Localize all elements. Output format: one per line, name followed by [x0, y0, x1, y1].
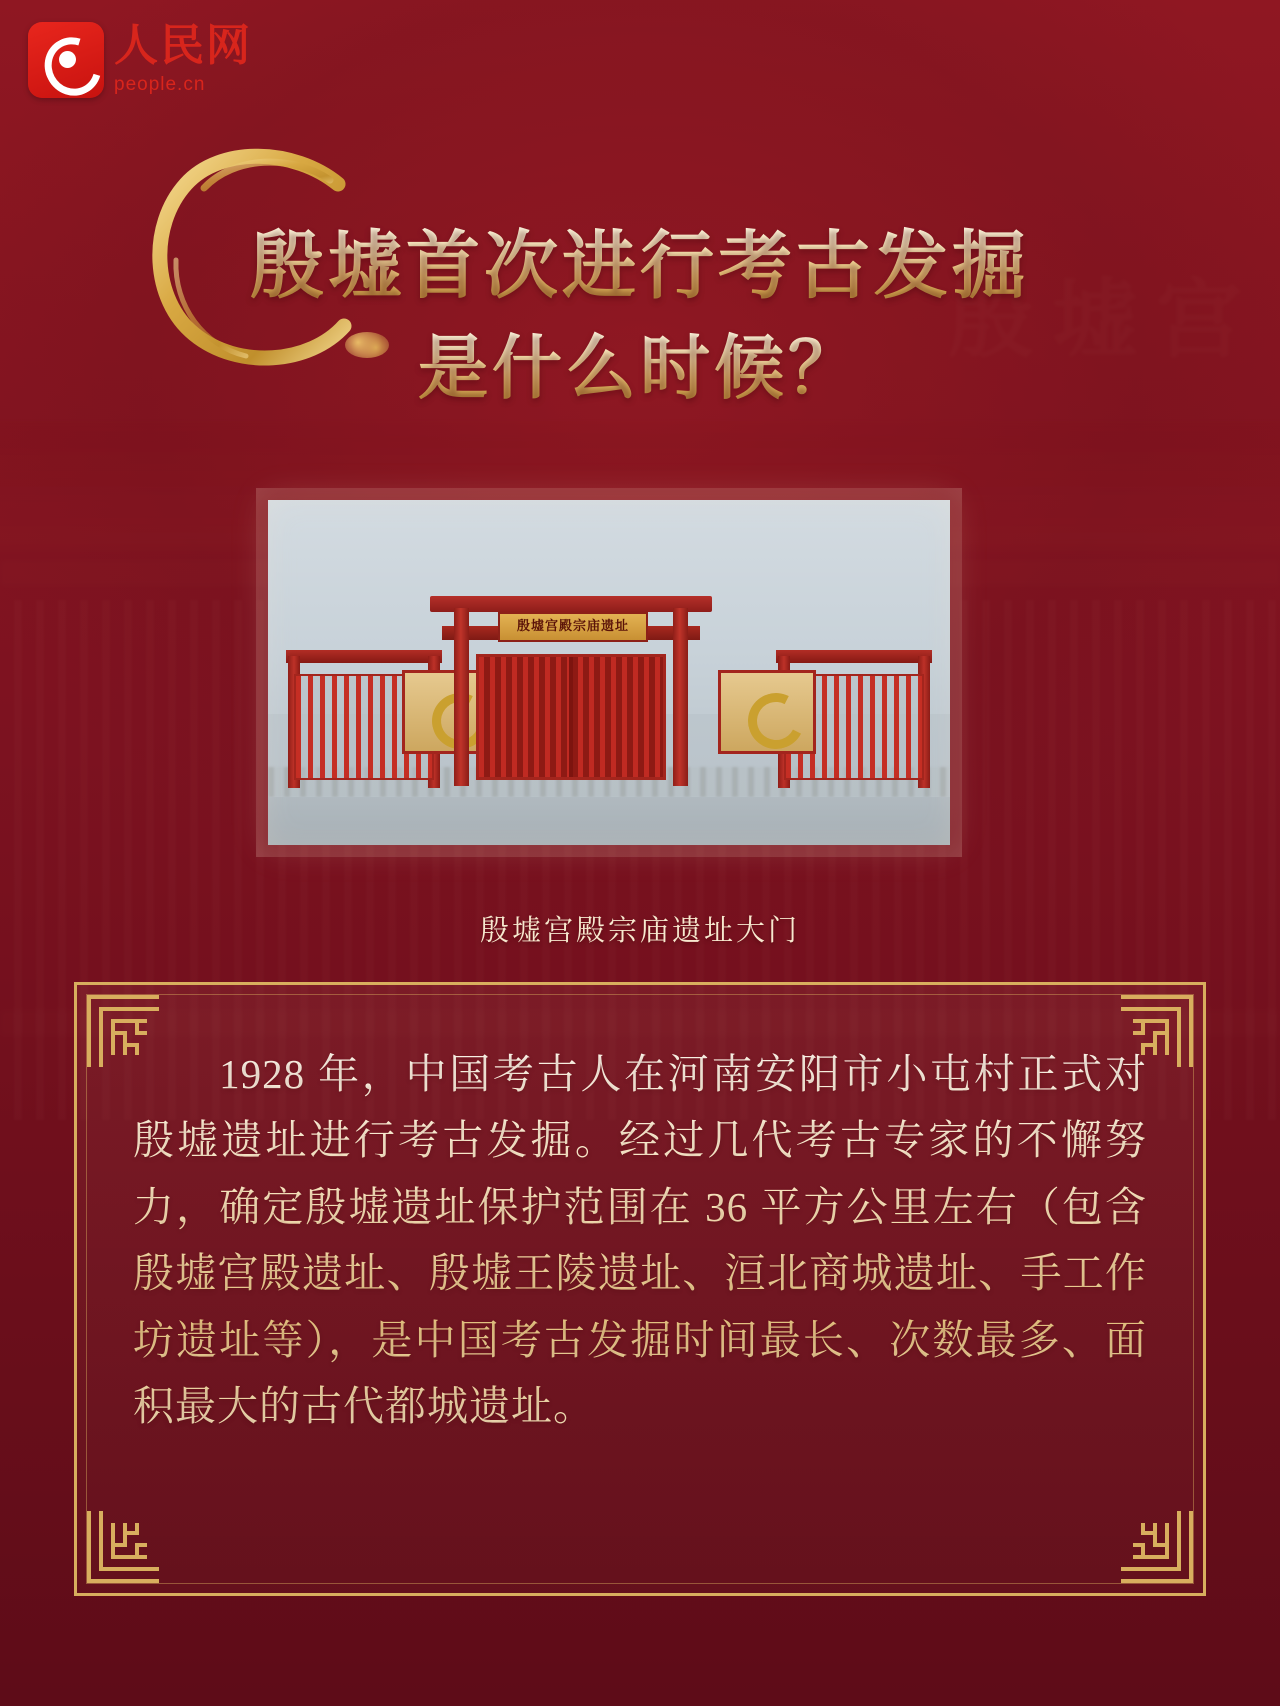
body-paragraph [133, 1041, 1147, 1439]
page-title [0, 215, 1280, 419]
people-cn-logo-icon [28, 22, 104, 98]
gate-plaque: 殷墟宫殿宗庙遗址 [498, 612, 648, 642]
gate-lintel-top [430, 596, 712, 612]
side-beam-right [776, 650, 932, 663]
body-paragraph-text: 1928 年，中国考古人在河南安阳市小屯村正式对殷墟遗址进行考古发掘。经过几代考古专家的不懈努力，确定殷墟遗址保护范围在 36 平方公里左右（包含殷墟宫殿遗址、殷墟王陵遗址、洹北商城遗址、手工作坊遗址等），是中国考古发掘时间最长、次数最多、面积最大的古代都城遗址。 [133, 1051, 1147, 1430]
side-beam-left [286, 650, 442, 663]
gate-center-structure [446, 596, 696, 786]
logo-text-group [114, 21, 252, 96]
gate-column-left [454, 608, 469, 786]
title-line-1: 殷墟首次进行考古发掘 [0, 215, 1280, 320]
people-cn-logo[interactable] [28, 22, 252, 98]
logo-name-en: people.cn [114, 74, 206, 95]
dragon-emblem-right-icon [718, 670, 816, 754]
gate-photo [268, 500, 950, 845]
photo-ground [268, 797, 950, 845]
title-line-2: 是什么时候？ [0, 320, 1280, 419]
gate-doors [476, 654, 666, 780]
photo-caption: 殷墟宫殿宗庙遗址大门 [479, 915, 800, 947]
gate-photo-image [268, 500, 950, 845]
corner-ornament-bottom-right-icon [1117, 1507, 1195, 1585]
logo-name-cn: 人民网 [114, 21, 252, 70]
body-panel [74, 982, 1206, 1596]
gate-column-right [673, 608, 688, 786]
corner-ornament-bottom-left-icon [85, 1507, 163, 1585]
